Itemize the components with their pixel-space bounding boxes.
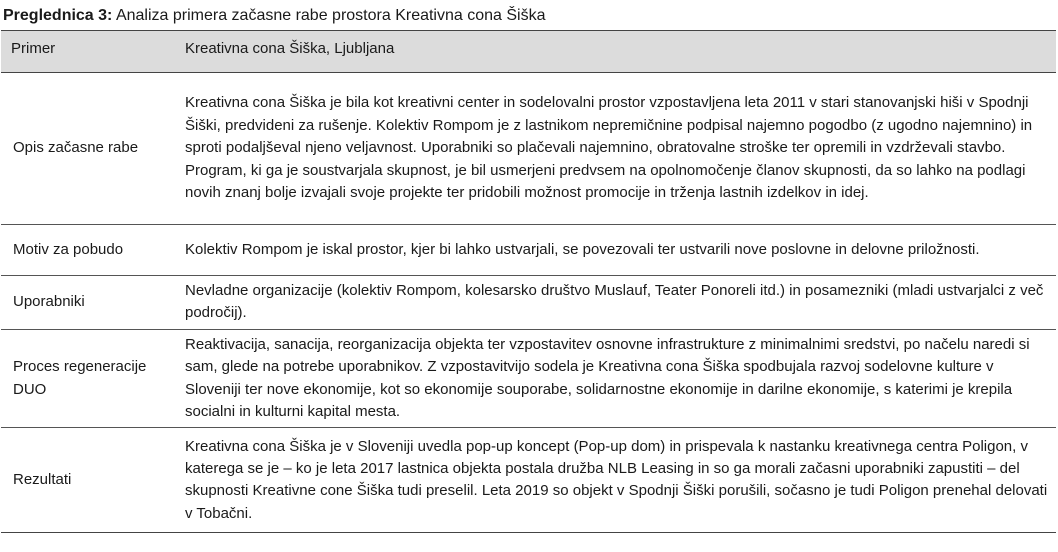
table-row <box>1 73 1056 225</box>
table-row <box>1 329 1056 428</box>
header-cell-case: Primer <box>1 31 173 73</box>
table-caption <box>3 6 546 26</box>
caption-title: Analiza primera začasne rabe prostora Kreativna cona Šiška <box>115 7 546 24</box>
analysis-table <box>1 30 1056 533</box>
row-label-results: Rezultati <box>1 428 173 533</box>
row-text-description: Kreativna cona Šiška je bila kot kreativni center in sodelovalni prostor vzpostavljena leta 2011 v stari stanovanjski hiši v Spodnji Šiški, predvideni za rušenje. Kolektiv Rompom je z lastnikom nepremičnine podpisal najemno pogodbo (z ugodno najemnino) in sproti podaljševal njeno veljavnost. Uporabniki so plačevali najemnino, obratovalne stroške ter opremili in vzdrževali stavbo. Program, ki ga je soustvarjala skupnost, je bil usmerjeni predvsem na opolnomočenje članov skupnosti, da so lahko na podlagi novih znanj bolje izvajali svoje projekte ter pridobili možnost promocije in trženja lastnih izdelkov in idej. <box>173 73 1056 225</box>
row-text-users: Nevladne organizacije (kolektiv Rompom, kolesarsko društvo Muslauf, Teater Ponoreli itd.) in posamezniki (mladi ustvarjalci z več področij). <box>173 276 1056 330</box>
row-text-process: Reaktivacija, sanacija, reorganizacija objekta ter vzpostavitev osnovne infrastrukture z minimalnimi sredstvi, po načelu naredi si sam, glede na potrebe uporabnikov. Z vzpostavitvijo sodela je Kreativna cona Šiška spodbujala razvoj sodelovne kulture v Sloveniji ter nove ekonomije, kot so ekonomije souporabe, solidarnostne ekonomije in darilne ekonomije, s katerimi je krepila socialni in kulturni kapital mesta. <box>173 329 1056 428</box>
table-row <box>1 428 1056 533</box>
row-label-process: Proces regeneracije DUO <box>1 329 173 428</box>
row-label-description: Opis začasne rabe <box>1 73 173 225</box>
row-label-motive: Motiv za pobudo <box>1 225 173 276</box>
row-label-users: Uporabniki <box>1 276 173 330</box>
table-row <box>1 225 1056 276</box>
caption-label: Preglednica 3: <box>3 7 113 24</box>
table-row <box>1 276 1056 330</box>
row-text-results: Kreativna cona Šiška je v Sloveniji uvedla pop-up koncept (Pop-up dom) in prispevala k nastanku kreativnega centra Poligon, v katerega se je – ko je leta 2017 lastnica objekta postala družba NLB Leasing in so ga morali začasni uporabniki zapustiti – del skupnosti Kreativne cone Šiška tudi preselil. Leta 2019 so objekt v Spodnji Šiški porušili, sočasno je tudi Poligon prenehal delovati v Tobačni. <box>173 428 1056 533</box>
header-cell-case-name: Kreativna cona Šiška, Ljubljana <box>173 31 1056 73</box>
row-text-motive: Kolektiv Rompom je iskal prostor, kjer bi lahko ustvarjali, se povezovali ter ustvarili nove poslovne in delovne priložnosti. <box>173 225 1056 276</box>
table-header-row <box>1 31 1056 73</box>
